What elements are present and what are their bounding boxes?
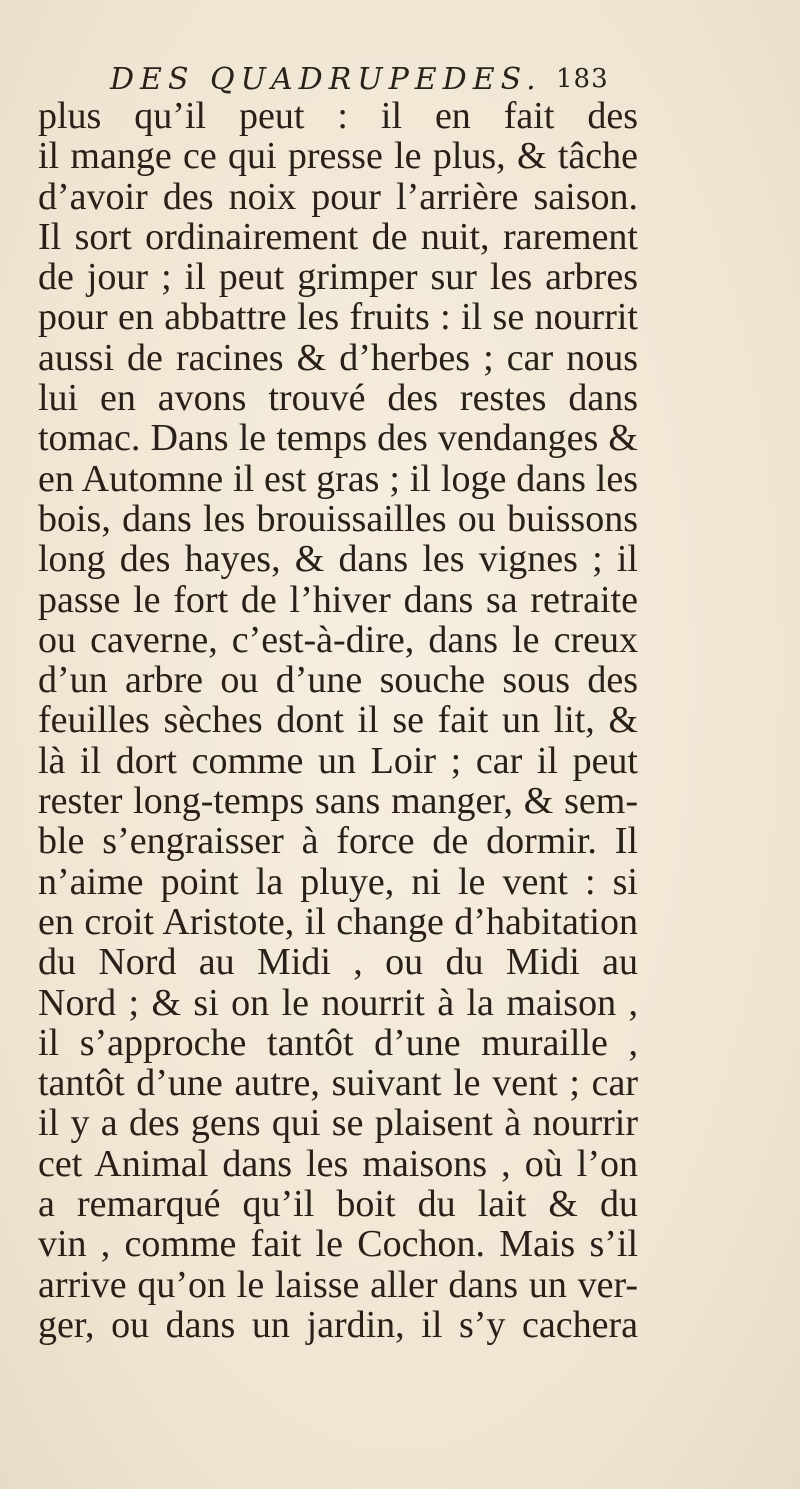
- body-text: [38, 96, 638, 1345]
- text-line: a remarqué qu’il boit du lait & du: [38, 1184, 638, 1225]
- text-line: il mange ce qui presse le plus, & tâche: [38, 136, 638, 177]
- text-line: là il dort comme un Loir ; car il peut: [38, 740, 638, 782]
- running-head: DES QUADRUPEDES.: [110, 62, 542, 97]
- text-line: pour en abbattre les fruits : il se nourrit: [38, 297, 638, 338]
- text-line: du Nord au Midi , ou du Midi au: [38, 942, 638, 983]
- text-line: en croit Aristote, il change d’habitation: [38, 901, 638, 943]
- text-line: bois, dans les brouissailles ou buissons: [38, 498, 638, 540]
- text-line: ble s’engraisser à force de dormir. Il: [38, 821, 638, 862]
- text-line: aussi de racines & d’herbes ; car nous: [38, 337, 638, 379]
- text-line: long des hayes, & dans les vignes ; il: [38, 539, 638, 580]
- text-line: il y a des gens qui se plaisent à nourrir: [38, 1103, 638, 1144]
- text-line: d’avoir des noix pour l’arrière saison.: [38, 176, 638, 217]
- text-line: passe le fort de l’hiver dans sa retraite: [38, 579, 638, 620]
- text-line: cet Animal dans les maisons , où l’on: [38, 1143, 638, 1185]
- text-line: plus qu’il peut : il en fait des: [38, 96, 638, 137]
- text-line: tantôt d’une autre, suivant le vent ; car: [38, 1063, 638, 1104]
- text-line: Il sort ordinairement de nuit, rarement: [38, 216, 638, 258]
- text-line: lui en avons trouvé des restes dans: [38, 378, 638, 419]
- text-line: tomac. Dans le temps des vendanges &: [38, 418, 638, 459]
- text-line: ou caverne, c’est-à-dire, dans le creux: [38, 619, 638, 661]
- text-line: vin , comme fait le Cochon. Mais s’il: [38, 1224, 638, 1265]
- text-line: ger, ou dans un jardin, il s’y cachera: [38, 1304, 638, 1346]
- text-line: feuilles sèches dont il se fait un lit, &: [38, 700, 638, 741]
- text-line: n’aime point la pluye, ni le vent : si: [38, 861, 638, 902]
- text-line: de jour ; il peut grimper sur les arbres: [38, 257, 638, 298]
- text-line: arrive qu’on le laisse aller dans un ver-: [38, 1264, 638, 1305]
- text-line: d’un arbre ou d’une souche sous des: [38, 660, 638, 701]
- text-line: il s’approche tantôt d’une muraille ,: [38, 1022, 638, 1064]
- text-line: Nord ; & si on le nourrit à la maison ,: [38, 982, 638, 1023]
- page-number: 183: [556, 64, 609, 94]
- text-line: rester long-temps sans manger, & sem-: [38, 781, 638, 822]
- text-line: en Automne il est gras ; il loge dans les: [38, 458, 638, 499]
